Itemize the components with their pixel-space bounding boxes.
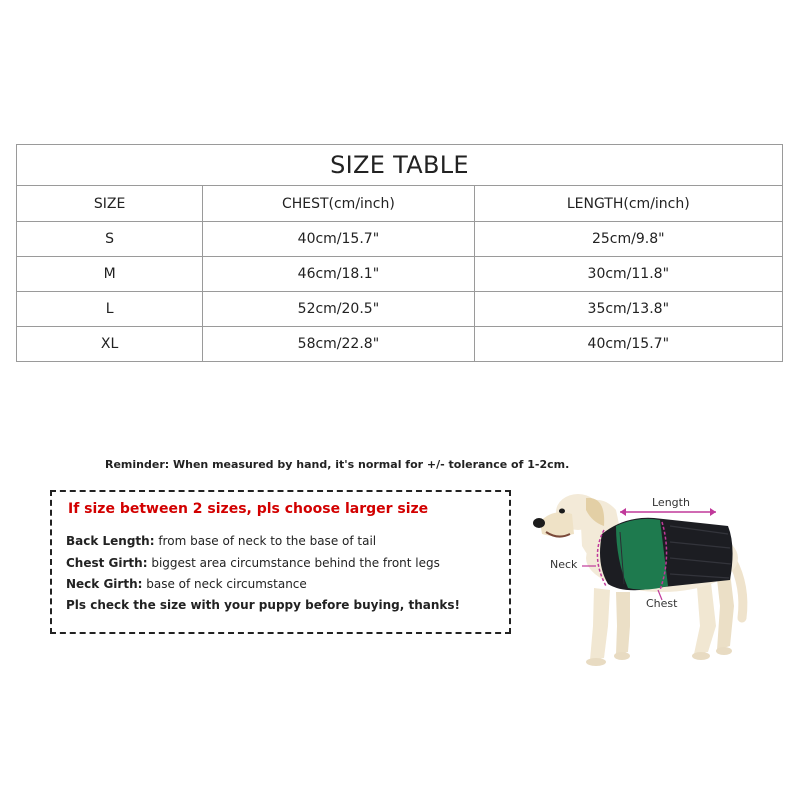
cell-chest: 58cm/22.8" (203, 327, 474, 362)
neck-girth-term: Neck Girth: (66, 577, 143, 591)
cell-chest: 40cm/15.7" (203, 222, 474, 257)
cell-length: 35cm/13.8" (474, 292, 782, 327)
table-title: SIZE TABLE (17, 145, 783, 186)
check-note: Pls check the size with your puppy before buying, thanks! (66, 598, 461, 612)
dog-in-vest-image (520, 476, 770, 676)
dog-measurement-figure (520, 476, 770, 676)
cell-length: 40cm/15.7" (474, 327, 782, 362)
cell-size: L (17, 292, 203, 327)
header-chest: CHEST(cm/inch) (203, 186, 474, 222)
table-row (17, 222, 783, 257)
tolerance-reminder: Reminder: When measured by hand, it's normal for +/- tolerance of 1-2cm. (105, 458, 570, 471)
length-label: Length (652, 496, 690, 509)
header-length: LENGTH(cm/inch) (474, 186, 782, 222)
chest-label: Chest (646, 597, 678, 610)
chest-girth-line (66, 556, 440, 570)
cell-size: XL (17, 327, 203, 362)
neck-label: Neck (550, 558, 578, 571)
table-header-row (17, 186, 783, 222)
chest-girth-term: Chest Girth: (66, 556, 148, 570)
measurement-info-box (50, 490, 511, 634)
back-length-term: Back Length: (66, 534, 155, 548)
cell-size: M (17, 257, 203, 292)
size-warning: If size between 2 sizes, pls choose larger size (68, 501, 429, 517)
table-row (17, 327, 783, 362)
neck-girth-desc: base of neck circumstance (142, 577, 307, 591)
back-length-desc: from base of neck to the base of tail (154, 534, 377, 548)
back-length-line (66, 534, 376, 548)
cell-length: 30cm/11.8" (474, 257, 782, 292)
chest-girth-desc: biggest area circumstance behind the front legs (147, 556, 440, 570)
table-row (17, 257, 783, 292)
cell-chest: 52cm/20.5" (203, 292, 474, 327)
cell-chest: 46cm/18.1" (203, 257, 474, 292)
cell-length: 25cm/9.8" (474, 222, 782, 257)
size-table (16, 144, 783, 362)
cell-size: S (17, 222, 203, 257)
header-size: SIZE (17, 186, 203, 222)
table-row (17, 292, 783, 327)
neck-girth-line (66, 577, 307, 591)
